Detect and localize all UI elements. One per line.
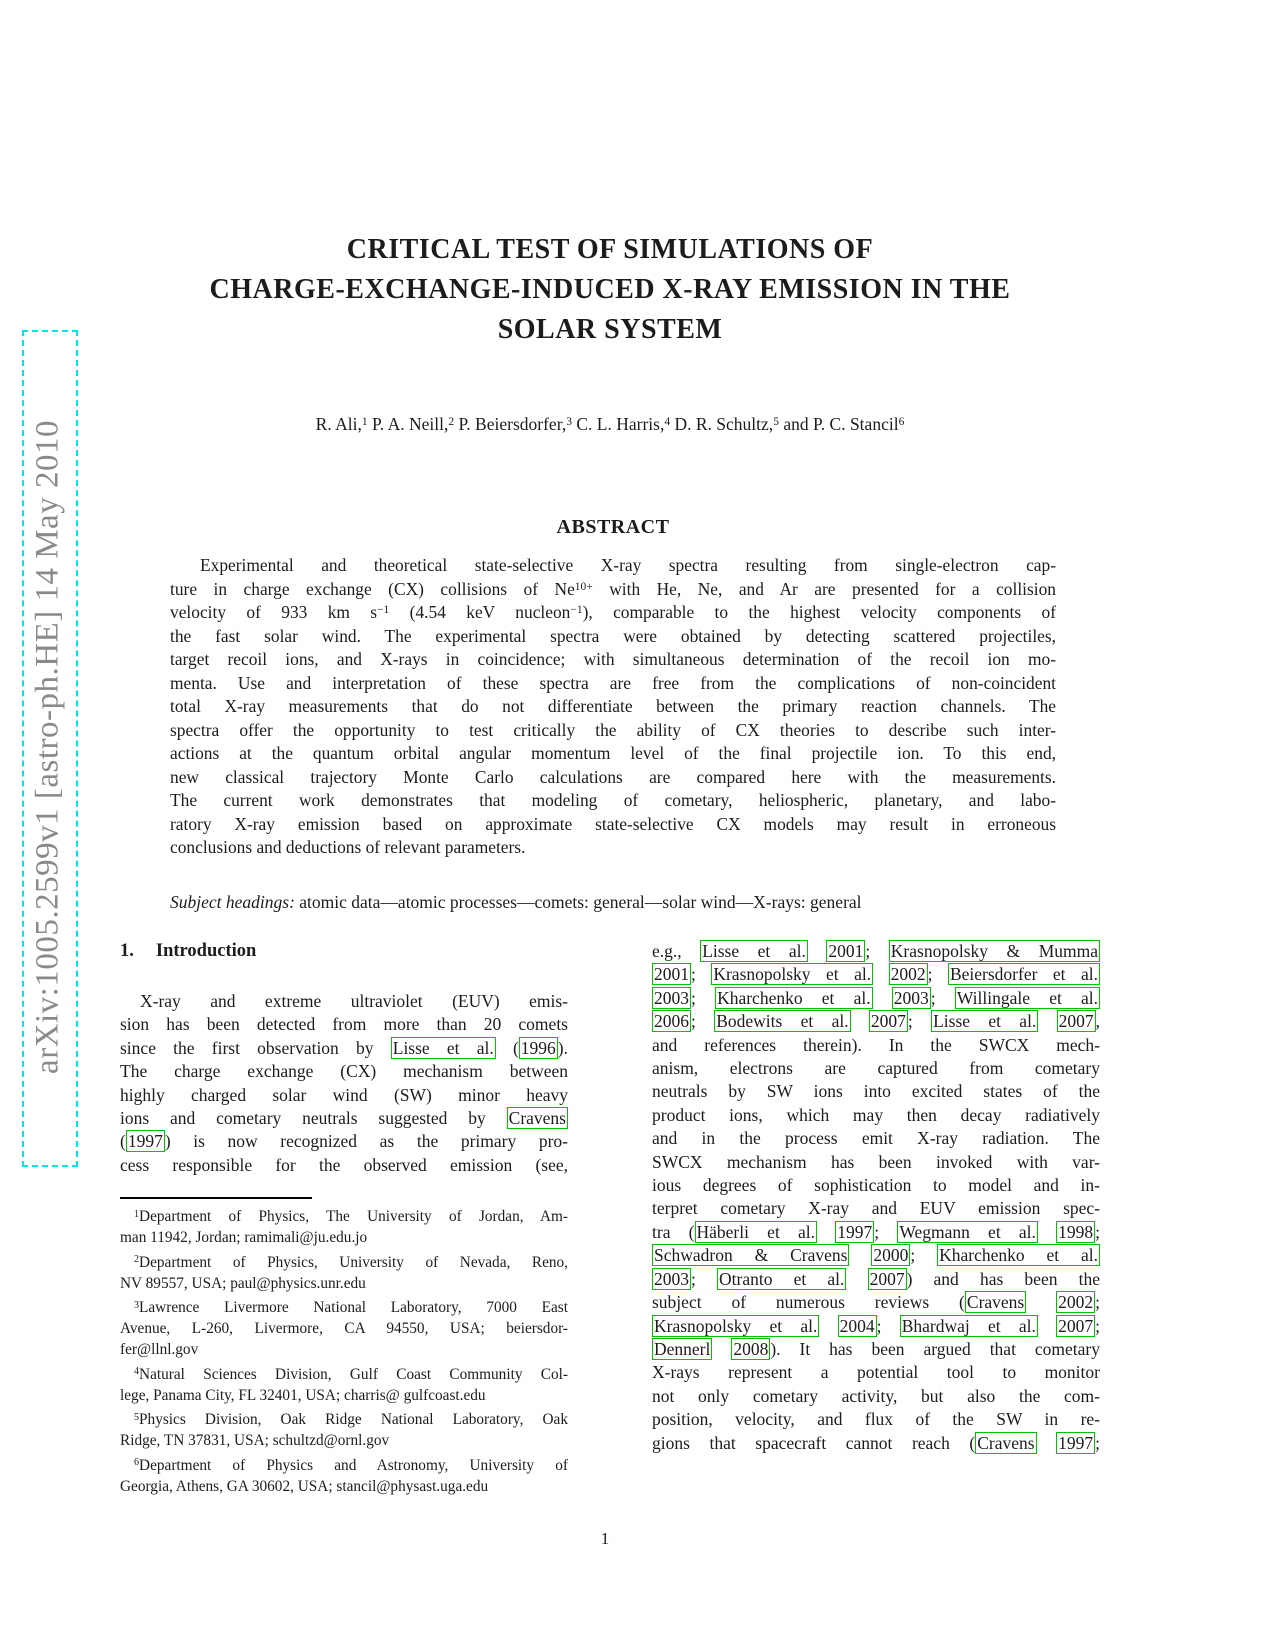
text-run: and P. C. Stancil [778, 414, 899, 434]
text-run: ; [927, 964, 948, 985]
text-run: sion has been detected from more than 20 comets [120, 1014, 568, 1035]
text-line [170, 554, 1056, 578]
text-run: ; [874, 1221, 898, 1242]
text-line [170, 601, 1056, 625]
text-line [652, 1010, 1100, 1033]
citation-link[interactable]: 2007 [870, 1011, 906, 1032]
citation-link[interactable]: Lisse et al. [702, 941, 806, 961]
text-line [120, 1252, 568, 1273]
text-run: The current work demonstrates that modeling of cometary, heliospheric, planetary, and labo- [170, 790, 1056, 810]
citation-link[interactable]: Krasnopolsky et al. [654, 1315, 818, 1336]
citation-link[interactable]: Wegmann et al. [899, 1221, 1036, 1242]
text-run: Lawrence Livermore National Laboratory, 7000 East [139, 1299, 568, 1316]
text-line [652, 987, 1100, 1010]
section-title: Introduction [155, 941, 257, 961]
text-run [819, 1316, 837, 1336]
text-line [652, 1127, 1100, 1150]
text-run: ; [930, 987, 955, 1008]
section-heading-introduction [120, 938, 568, 964]
text-line [120, 1130, 568, 1153]
citation-link[interactable]: Krasnopolsky et al. [713, 964, 872, 985]
text-run: target recoil ions, and X-rays in coincidence; with simultaneous determination of the recoil ion mo- [170, 649, 1056, 669]
text-line [170, 695, 1056, 719]
text-run: terpret cometary X-ray and EUV emission spec- [652, 1198, 1100, 1219]
text-line [652, 1174, 1100, 1197]
text-line [170, 766, 1056, 790]
text-line [120, 1364, 568, 1385]
text-line [120, 1084, 568, 1107]
superscript: 6 [898, 416, 905, 429]
text-line [120, 1227, 568, 1248]
text-line [652, 1361, 1100, 1384]
footnote-3 [120, 1297, 568, 1360]
text-line [120, 1107, 568, 1130]
text-line [170, 578, 1056, 602]
citation-link[interactable]: Cravens [508, 1108, 566, 1129]
superscript: 1 [361, 416, 368, 429]
text-run: Natural Sciences Division, Gulf Coast Community Col- [139, 1365, 568, 1383]
citation-link[interactable]: 1998 [1058, 1221, 1094, 1242]
text-run: conclusions and deductions of relevant parameters. [170, 837, 526, 857]
citation-link[interactable]: 2008 [733, 1338, 769, 1359]
text-run: ). [557, 1037, 568, 1058]
superscript: 5 [773, 416, 779, 429]
citation-link[interactable]: Kharchenko et al. [939, 1245, 1099, 1266]
text-run: tra ( [652, 1221, 695, 1242]
citation-link[interactable]: Dennerl [654, 1338, 711, 1359]
text-line [120, 1037, 568, 1060]
text-line [170, 836, 1056, 860]
text-line [170, 789, 1056, 813]
text-line [170, 625, 1056, 649]
section-number: 1. [120, 941, 134, 961]
text-run: ; [876, 1315, 900, 1336]
text-line [652, 1080, 1100, 1103]
text-run [851, 1011, 869, 1031]
text-line [120, 1154, 568, 1177]
text-line [120, 990, 568, 1013]
text-run: new classical trajectory Monte Carlo calculations are compared here with the measurements. [170, 766, 1056, 787]
text-line [170, 648, 1056, 672]
text-run: ratory X-ray emission based on approximate state-selective CX models may result in erroneous [170, 813, 1056, 834]
text-run: X-ray and extreme ultraviolet (EUV) emis- [140, 991, 568, 1011]
text-line [170, 813, 1056, 837]
text-run: R. Ali, [315, 414, 362, 434]
text-run: ; [865, 941, 889, 961]
text-run: ; [907, 1011, 932, 1032]
text-line [170, 719, 1056, 743]
text-line [652, 1057, 1100, 1080]
footnote-2 [120, 1252, 568, 1294]
text-run: Physics Division, Oak Ridge National Laboratory, Oak [139, 1411, 568, 1428]
text-run: actions at the quantum orbital angular momentum level of the final projectile ion. To this end, [170, 743, 1056, 763]
footnote-6 [120, 1455, 568, 1497]
citation-link[interactable]: 2002 [1058, 1292, 1094, 1313]
subject-headings [170, 891, 1056, 914]
superscript: −1 [377, 604, 390, 617]
citation-link[interactable]: 2004 [839, 1315, 875, 1336]
footnote-rule [120, 1197, 312, 1199]
author-list [120, 413, 1100, 436]
text-run: Experimental and theoretical state-selective X-ray spectra resulting from single-electron cap- [200, 555, 1056, 575]
text-line [120, 1409, 568, 1430]
text-line [652, 1408, 1100, 1431]
text-run: with He, Ne, and Ar are presented for a collision [592, 578, 1056, 599]
citation-link[interactable]: 2000 [873, 1245, 909, 1266]
abstract-heading: ABSTRACT [556, 516, 670, 538]
text-line [652, 1338, 1100, 1361]
text-run [1038, 1011, 1056, 1031]
citation-link[interactable]: Beiersdorfer et al. [949, 964, 1099, 985]
text-run [1037, 1433, 1057, 1453]
citation-link[interactable]: Kharchenko et al. [717, 987, 871, 1008]
text-run: NV 89557, USA; paul@physics.unr.edu [120, 1274, 366, 1292]
text-line [120, 1476, 568, 1497]
text-run: man 11942, Jordan; ramimali@ju.edu.jo [120, 1229, 368, 1246]
text-run: product ions, which may then decay radiatively [652, 1104, 1100, 1125]
paper-title-line-1: CRITICAL TEST OF SIMULATIONS OF [346, 234, 874, 265]
text-line [170, 891, 1056, 914]
text-run: D. R. Schultz, [670, 414, 774, 434]
superscript: 10+ [574, 580, 593, 593]
superscript: 1 [134, 1208, 140, 1220]
citation-link[interactable]: Otranto et al. [719, 1268, 845, 1289]
text-line [652, 1151, 1100, 1174]
footnote-4 [120, 1364, 568, 1406]
text-run: , [1095, 1011, 1101, 1032]
page-number: 1 [600, 1529, 610, 1548]
text-run: Ridge, TN 37831, USA; schultzd@ornl.gov [120, 1432, 390, 1449]
text-line [120, 1013, 568, 1036]
citation-link[interactable]: 2002 [890, 964, 926, 985]
text-run [849, 1245, 871, 1265]
text-run: ) is now recognized as the primary pro- [164, 1131, 568, 1152]
text-run: total X-ray measurements that do not differentiate between the primary reaction channels. The [170, 696, 1056, 716]
text-run: the fast solar wind. The experimental spectra were obtained by detecting scattered projectiles, [170, 625, 1056, 646]
text-run: fer@llnl.gov [120, 1341, 199, 1358]
text-run: ions and cometary neutrals suggested by [120, 1108, 507, 1129]
text-run: and in the process emit X-ray radiation. The [652, 1128, 1100, 1149]
text-run: ) and has been the [906, 1268, 1100, 1289]
text-run: SWCX mechanism has been invoked with var- [652, 1151, 1100, 1172]
text-run: and references therein). In the SWCX mech- [652, 1034, 1100, 1055]
superscript: 4 [134, 1366, 140, 1378]
citation-link[interactable]: 2007 [1058, 1315, 1094, 1336]
column-left [120, 938, 568, 1177]
superscript: 2 [448, 416, 455, 429]
text-run: velocity of 933 km s [170, 602, 378, 622]
text-run: ). It has been argued that cometary [770, 1338, 1100, 1359]
text-run [1038, 1222, 1056, 1242]
text-run: P. Beiersdorfer, [454, 414, 567, 434]
citation-link[interactable]: Krasnopolsky & Mumma [890, 941, 1098, 961]
text-line [652, 1221, 1100, 1244]
citation-link[interactable]: Schwadron & Cravens [654, 1245, 848, 1266]
text-line [120, 1297, 568, 1318]
text-run [846, 1269, 867, 1289]
text-run [808, 941, 827, 961]
text-run: Avenue, L-260, Livermore, CA 94550, USA; beiersdor- [120, 1320, 568, 1337]
footnote-1 [120, 1206, 568, 1248]
text-run: ( [120, 1131, 126, 1152]
text-line [652, 940, 1100, 963]
text-line [652, 1244, 1100, 1267]
superscript: 5 [134, 1411, 140, 1423]
citation-link[interactable]: Bhardwaj et al. [901, 1315, 1036, 1336]
text-line [120, 1206, 568, 1227]
text-line [652, 1268, 1100, 1291]
text-run: ; [691, 1011, 715, 1032]
text-run: ture in charge exchange (CX) collisions of Ne [170, 578, 575, 599]
text-run: Department of Physics, University of Nevada, Reno, [139, 1253, 568, 1271]
footnote-5 [120, 1409, 568, 1451]
text-run: ; [1095, 1221, 1100, 1242]
text-run: highly charged solar wind (SW) minor heavy [120, 1084, 568, 1105]
text-run: X-rays represent a potential tool to monitor [652, 1362, 1100, 1383]
text-line [652, 1104, 1100, 1127]
text-run: atomic data—atomic processes—comets: general—solar wind—X-rays: general [294, 892, 862, 912]
text-run [817, 1222, 835, 1242]
text-line [120, 1455, 568, 1476]
text-run [1026, 1292, 1056, 1312]
citation-link[interactable]: 2007 [1058, 1011, 1094, 1032]
text-line [170, 742, 1056, 766]
text-line [652, 1197, 1100, 1220]
text-run: ( [495, 1037, 519, 1058]
text-run [1038, 1316, 1056, 1336]
superscript: 4 [664, 416, 671, 429]
text-run: ; [1095, 1432, 1101, 1453]
text-run: ; [910, 1245, 938, 1266]
text-run: subject of numerous reviews ( [652, 1292, 965, 1313]
superscript: 2 [134, 1254, 140, 1266]
superscript: 3 [566, 416, 572, 429]
text-run: ; [691, 1268, 718, 1289]
citation-link[interactable]: 1997 [1058, 1432, 1094, 1453]
text-line [652, 963, 1100, 986]
text-run: ), comparable to the highest velocity components of [582, 602, 1056, 622]
text-run: cess responsible for the observed emission (see, [120, 1154, 568, 1175]
text-run: ; [1095, 1315, 1100, 1336]
arxiv-stamp-text[interactable]: arXiv:1005.2599v1 [astro-ph.HE] 14 May 2010 [29, 420, 66, 1074]
superscript: −1 [570, 604, 583, 617]
text-line [120, 1273, 568, 1294]
citation-link[interactable]: Bodewits et al. [716, 1011, 849, 1032]
text-line [120, 1339, 568, 1360]
text-run [712, 1339, 731, 1359]
text-run: spectra offer the opportunity to test critically the ability of CX theories to describe such inter- [170, 719, 1056, 740]
text-line [652, 1315, 1100, 1338]
text-run: P. A. Neill, [367, 414, 449, 434]
text-line [120, 1318, 568, 1339]
citation-link[interactable]: 2003 [654, 1268, 689, 1289]
text-run: not only cometary activity, but also the com- [652, 1385, 1100, 1406]
text-run: ious degrees of sophistication to model and in- [652, 1175, 1100, 1196]
text-run: position, velocity, and flux of the SW in re- [652, 1409, 1100, 1430]
paper-title [120, 230, 1100, 350]
superscript: 6 [134, 1457, 140, 1469]
text-line [120, 1385, 568, 1406]
citation-link[interactable]: Lisse et al. [933, 1011, 1037, 1032]
text-run [873, 964, 888, 984]
text-run: neutrals by SW ions into excited states of the [652, 1081, 1100, 1102]
text-run: (4.54 keV nucleon [389, 602, 571, 622]
citation-link[interactable]: 2003 [893, 987, 929, 1008]
text-run: anism, electrons are captured from cometary [652, 1058, 1100, 1079]
column-right [652, 940, 1100, 1455]
text-run: since the first observation by [120, 1037, 391, 1058]
text-line [652, 1291, 1100, 1314]
citation-link[interactable]: Cravens [977, 1432, 1035, 1453]
text-line [120, 413, 1100, 436]
text-run [873, 988, 892, 1008]
text-line [652, 1385, 1100, 1408]
text-run: menta. Use and interpretation of these spectra are free from the complications of non-coincident [170, 672, 1056, 693]
citation-link[interactable]: Lisse et al. [392, 1037, 494, 1058]
text-run: ; [691, 964, 712, 985]
text-line [120, 1060, 568, 1083]
text-run: lege, Panama City, FL 32401, USA; charris@ gulfcoast.edu [120, 1386, 486, 1404]
text-line [652, 1432, 1100, 1455]
text-run: Department of Physics, The University of Jordan, Am- [139, 1208, 568, 1225]
citation-link[interactable]: 2003 [654, 987, 689, 1008]
intro-paragraph-left [120, 990, 568, 1177]
citation-link[interactable]: 2006 [654, 1011, 689, 1032]
text-run: e.g., [652, 941, 701, 961]
citation-link[interactable]: 2001 [828, 941, 864, 961]
text-run: ; [691, 987, 716, 1008]
citation-link[interactable]: 2001 [654, 964, 689, 985]
citation-link[interactable]: 1996 [520, 1037, 556, 1058]
text-run: Georgia, Athens, GA 30602, USA; stancil@physast.uga.edu [120, 1477, 489, 1495]
text-run: The charge exchange (CX) mechanism between [120, 1061, 568, 1082]
paper-title-line-2: CHARGE-EXCHANGE-INDUCED X-RAY EMISSION IN THE [209, 274, 1011, 305]
superscript: 3 [134, 1299, 140, 1311]
footnotes [120, 1206, 568, 1500]
text-run: ; [1095, 1292, 1100, 1313]
text-run: gions that spacecraft cannot reach ( [652, 1432, 976, 1453]
text-run: Subject headings: [170, 892, 295, 912]
text-line [652, 1034, 1100, 1057]
text-run: Department of Physics and Astronomy, University of [139, 1456, 568, 1474]
paper-title-line-3: SOLAR SYSTEM [497, 314, 723, 345]
text-run: C. L. Harris, [571, 414, 665, 434]
citation-link[interactable]: Häberli et al. [696, 1221, 816, 1242]
citation-link[interactable]: 2007 [869, 1268, 905, 1289]
text-line [120, 1430, 568, 1451]
abstract-body [170, 554, 1056, 860]
citation-link[interactable]: 1997 [127, 1131, 163, 1152]
citation-link[interactable]: Cravens [966, 1292, 1025, 1313]
citation-link[interactable]: Willingale et al. [956, 987, 1099, 1008]
citation-link[interactable]: 1997 [837, 1221, 873, 1242]
text-line [170, 672, 1056, 696]
